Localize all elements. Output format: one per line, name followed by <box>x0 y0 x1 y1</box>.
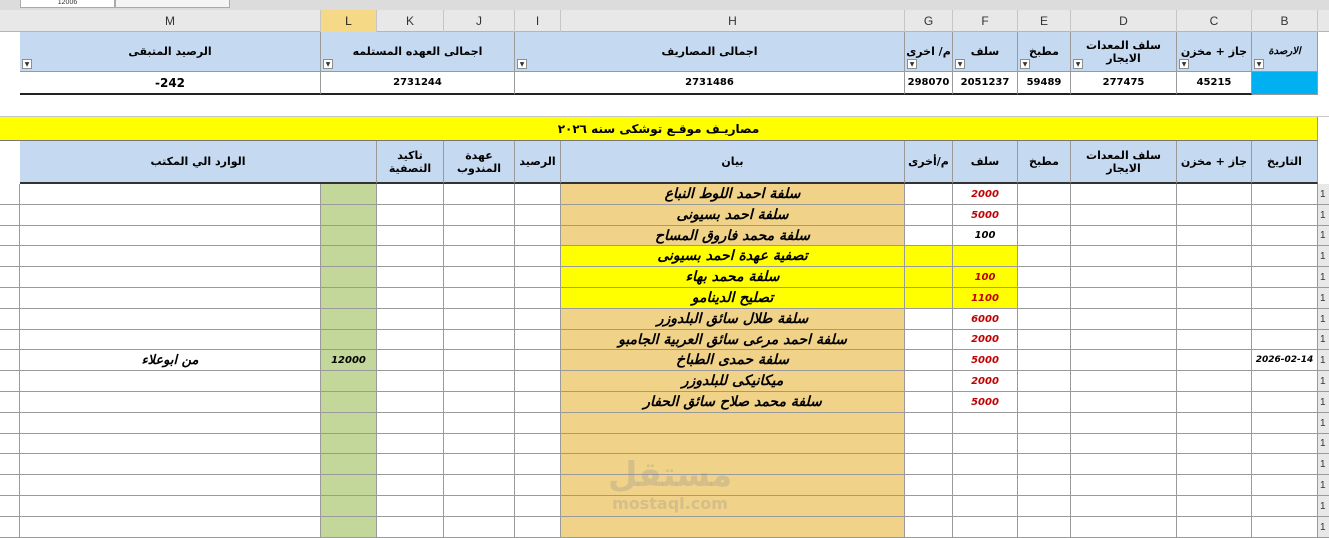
row-date-cell[interactable] <box>1252 267 1318 288</box>
column-header-m[interactable]: M <box>20 10 321 32</box>
row-incoming-cell[interactable] <box>20 454 321 475</box>
row-advance-cell[interactable] <box>953 475 1018 496</box>
row-description-cell[interactable]: ميكانيكى للبلدوزر <box>561 371 905 392</box>
row-description-cell[interactable] <box>561 413 905 434</box>
row-incoming-cell[interactable] <box>20 246 321 267</box>
row-l-cell[interactable] <box>321 413 377 434</box>
row-confirm-cell[interactable] <box>377 392 444 413</box>
row-left-gutter <box>0 350 20 371</box>
row-l-cell[interactable] <box>321 288 377 309</box>
row-fuel-cell[interactable] <box>1177 246 1252 267</box>
row-fuel-cell[interactable] <box>1177 434 1252 454</box>
filter-dropdown-icon[interactable]: ▼ <box>517 59 527 69</box>
row-l-cell[interactable] <box>321 496 377 517</box>
row-confirm-cell[interactable] <box>377 267 444 288</box>
row-description-cell[interactable] <box>561 454 905 475</box>
row-balance-cell[interactable] <box>515 434 561 454</box>
row-left-gutter <box>0 371 20 392</box>
summary-kitchen-value[interactable]: 59489 <box>1018 72 1071 95</box>
row-other-cell[interactable] <box>905 475 953 496</box>
row-custody-cell[interactable] <box>444 392 515 413</box>
row-custody-cell[interactable] <box>444 309 515 330</box>
row-custody-cell[interactable] <box>444 288 515 309</box>
row-confirm-cell[interactable] <box>377 434 444 454</box>
row-equipment-cell[interactable] <box>1071 309 1177 330</box>
row-balance-cell[interactable] <box>515 205 561 226</box>
row-other-cell[interactable] <box>905 267 953 288</box>
row-fuel-cell[interactable] <box>1177 454 1252 475</box>
row-balance-cell[interactable] <box>515 413 561 434</box>
row-equipment-cell[interactable] <box>1071 246 1177 267</box>
row-incoming-cell[interactable] <box>20 392 321 413</box>
row-confirm-cell[interactable] <box>377 330 444 350</box>
row-confirm-cell[interactable] <box>377 205 444 226</box>
row-kitchen-cell[interactable] <box>1018 309 1071 330</box>
row-equipment-cell[interactable] <box>1071 205 1177 226</box>
row-left-gutter <box>0 454 20 475</box>
row-number: 1 <box>1318 267 1329 288</box>
row-other-cell[interactable] <box>905 434 953 454</box>
row-fuel-cell[interactable] <box>1177 475 1252 496</box>
row-l-cell[interactable] <box>321 517 377 538</box>
row-kitchen-cell[interactable] <box>1018 330 1071 350</box>
row-description-cell[interactable] <box>561 475 905 496</box>
row-advance-cell[interactable]: 5000 <box>953 350 1018 371</box>
row-description-cell[interactable] <box>561 434 905 454</box>
row-description-cell[interactable]: سلفة محمد بهاء <box>561 267 905 288</box>
row-balance-cell[interactable] <box>515 517 561 538</box>
row-description-cell[interactable] <box>561 517 905 538</box>
row-l-cell[interactable] <box>321 205 377 226</box>
row-description-cell[interactable]: سلفة احمد اللوط النباع <box>561 184 905 205</box>
row-advance-cell[interactable]: 2000 <box>953 184 1018 205</box>
row-kitchen-cell[interactable] <box>1018 517 1071 538</box>
row-equipment-cell[interactable] <box>1071 350 1177 371</box>
row-number: 1 <box>1318 309 1329 330</box>
row-incoming-cell[interactable] <box>20 184 321 205</box>
row-fuel-cell[interactable] <box>1177 496 1252 517</box>
row-balance-cell[interactable] <box>515 392 561 413</box>
row-number: 1 <box>1318 205 1329 226</box>
row-custody-cell[interactable] <box>444 434 515 454</box>
row-kitchen-cell[interactable] <box>1018 434 1071 454</box>
row-date-cell[interactable] <box>1252 330 1318 350</box>
row-date-cell[interactable] <box>1252 371 1318 392</box>
row-fuel-cell[interactable] <box>1177 371 1252 392</box>
row-number: 1 <box>1318 413 1329 434</box>
row-other-cell[interactable] <box>905 226 953 246</box>
row-confirm-cell[interactable] <box>377 475 444 496</box>
row-custody-cell[interactable] <box>444 413 515 434</box>
row-l-cell[interactable] <box>321 330 377 350</box>
filter-dropdown-icon[interactable]: ▼ <box>1179 59 1189 69</box>
row-incoming-cell[interactable] <box>20 517 321 538</box>
row-confirm-cell[interactable] <box>377 454 444 475</box>
row-description-cell[interactable]: سلفة احمد مرعى سائق العربية الجامبو <box>561 330 905 350</box>
summary-remaining-value[interactable]: -242 <box>20 72 321 95</box>
row-number: 1 <box>1318 350 1329 371</box>
row-other-cell[interactable] <box>905 392 953 413</box>
row-date-cell[interactable] <box>1252 246 1318 267</box>
row-confirm-cell[interactable] <box>377 496 444 517</box>
row-description-cell[interactable]: سلفة احمد بسيونى <box>561 205 905 226</box>
row-kitchen-cell[interactable] <box>1018 392 1071 413</box>
summary-other-value[interactable]: 298070 <box>905 72 953 95</box>
summary-equipment-value[interactable]: 277475 <box>1071 72 1177 95</box>
row-equipment-cell[interactable] <box>1071 434 1177 454</box>
watermark-logo: مستقل mostaql.com <box>607 455 733 513</box>
filter-dropdown-icon[interactable]: ▼ <box>22 59 32 69</box>
row-date-cell[interactable] <box>1252 475 1318 496</box>
header-date: التاريخ <box>1252 141 1318 184</box>
row-custody-cell[interactable] <box>444 330 515 350</box>
row-left-gutter <box>0 475 20 496</box>
row-description-cell[interactable]: سلفة محمد صلاح سائق الحفار <box>561 392 905 413</box>
row-left-gutter <box>0 434 20 454</box>
row-number: 1 <box>1318 330 1329 350</box>
row-number: 1 <box>1318 475 1329 496</box>
row-advance-cell[interactable] <box>953 496 1018 517</box>
column-header-j[interactable]: J <box>444 10 515 32</box>
row-description-cell[interactable] <box>561 496 905 517</box>
row-number: 1 <box>1318 371 1329 392</box>
row-date-cell[interactable] <box>1252 392 1318 413</box>
row-l-cell[interactable] <box>321 184 377 205</box>
row-kitchen-cell[interactable] <box>1018 246 1071 267</box>
row-l-cell[interactable] <box>321 392 377 413</box>
row-confirm-cell[interactable] <box>377 371 444 392</box>
row-l-cell[interactable] <box>321 475 377 496</box>
row-confirm-cell[interactable] <box>377 413 444 434</box>
row-fuel-cell[interactable] <box>1177 392 1252 413</box>
row-equipment-cell[interactable] <box>1071 226 1177 246</box>
row-incoming-cell[interactable] <box>20 475 321 496</box>
row-left-gutter <box>0 413 20 434</box>
sheet-tab-label: 12006 <box>57 0 78 6</box>
row-left-gutter <box>0 184 20 205</box>
row-equipment-cell[interactable] <box>1071 330 1177 350</box>
row-balance-cell[interactable] <box>515 246 561 267</box>
row-other-cell[interactable] <box>905 454 953 475</box>
row-fuel-cell[interactable] <box>1177 226 1252 246</box>
row-incoming-cell[interactable] <box>20 288 321 309</box>
row-date-cell[interactable] <box>1252 205 1318 226</box>
row-advance-cell[interactable]: 100 <box>953 267 1018 288</box>
row-equipment-cell[interactable] <box>1071 517 1177 538</box>
row-kitchen-cell[interactable] <box>1018 413 1071 434</box>
sheet-tab-active[interactable] <box>20 0 115 8</box>
row-fuel-cell[interactable] <box>1177 350 1252 371</box>
row-balance-cell[interactable] <box>515 454 561 475</box>
row-equipment-cell[interactable] <box>1071 184 1177 205</box>
header-kitchen: مطبخ <box>1018 141 1071 184</box>
row-custody-cell[interactable] <box>444 205 515 226</box>
column-header-b[interactable]: B <box>1252 10 1318 32</box>
sheet-title-bar: مصاريـف موقـع توشكى سنه ٢٠٢٦ <box>0 117 1318 141</box>
row-equipment-cell[interactable] <box>1071 475 1177 496</box>
row-fuel-cell[interactable] <box>1177 309 1252 330</box>
row-number: 1 <box>1318 496 1329 517</box>
row-balance-cell[interactable] <box>515 475 561 496</box>
summary-header-remaining: الرصيد المتبقى ▼ <box>20 32 321 72</box>
row-other-cell[interactable] <box>905 330 953 350</box>
row-number: 1 <box>1318 246 1329 267</box>
row-kitchen-cell[interactable] <box>1018 184 1071 205</box>
row-date-cell[interactable]: 2026-02-14 <box>1252 350 1318 371</box>
filter-dropdown-icon[interactable]: ▼ <box>907 59 917 69</box>
row-left-gutter <box>0 309 20 330</box>
summary-expenses-value[interactable]: 2731486 <box>515 72 905 95</box>
row-other-cell[interactable] <box>905 350 953 371</box>
blank-row <box>0 95 1329 117</box>
row-l-cell[interactable]: 12000 <box>321 350 377 371</box>
row-description-cell[interactable]: تصفية عهدة احمد بسيونى <box>561 246 905 267</box>
row-fuel-cell[interactable] <box>1177 267 1252 288</box>
summary-header-other: م/ اخرى ▼ <box>905 32 953 72</box>
row-advance-cell[interactable]: 100 <box>953 226 1018 246</box>
row-confirm-cell[interactable] <box>377 288 444 309</box>
summary-header-advances: سلف ▼ <box>953 32 1018 72</box>
row-custody-cell[interactable] <box>444 517 515 538</box>
row-l-cell[interactable] <box>321 226 377 246</box>
row-incoming-cell[interactable] <box>20 413 321 434</box>
row-l-cell[interactable] <box>321 246 377 267</box>
row-date-cell[interactable] <box>1252 184 1318 205</box>
row-advance-cell[interactable] <box>953 413 1018 434</box>
filter-dropdown-icon[interactable]: ▼ <box>323 59 333 69</box>
row-left-gutter <box>0 267 20 288</box>
row-incoming-cell[interactable] <box>20 496 321 517</box>
summary-header-balances: الارصدة ▼ <box>1252 32 1318 72</box>
row-date-cell[interactable] <box>1252 454 1318 475</box>
row-custody-cell[interactable] <box>444 246 515 267</box>
row-balance-cell[interactable] <box>515 330 561 350</box>
row-equipment-cell[interactable] <box>1071 267 1177 288</box>
row-advance-cell[interactable]: 1100 <box>953 288 1018 309</box>
row-fuel-cell[interactable] <box>1177 205 1252 226</box>
row-incoming-cell[interactable] <box>20 226 321 246</box>
row-description-cell[interactable]: سلفة طلال سائق البلدوزر <box>561 309 905 330</box>
row-number: 1 <box>1318 454 1329 475</box>
header-rep-custody: عهدة المندوب <box>444 141 515 184</box>
row-number: 1 <box>1318 517 1329 538</box>
header-balance: الرصيد <box>515 141 561 184</box>
summary-header-fuel-store: جاز + مخزن ▼ <box>1177 32 1252 72</box>
row-description-cell[interactable]: تصليح الدينامو <box>561 288 905 309</box>
row-incoming-cell[interactable] <box>20 434 321 454</box>
row-other-cell[interactable] <box>905 184 953 205</box>
row-left-gutter <box>0 517 20 538</box>
row-date-cell[interactable] <box>1252 434 1318 454</box>
summary-header-equipment: سلف المعدات الايجار ▼ <box>1071 32 1177 72</box>
row-advance-cell[interactable]: 6000 <box>953 309 1018 330</box>
row-left-gutter <box>0 330 20 350</box>
row-advance-cell[interactable] <box>953 434 1018 454</box>
column-header-l[interactable]: L <box>321 10 377 32</box>
row-equipment-cell[interactable] <box>1071 496 1177 517</box>
row-other-cell[interactable] <box>905 517 953 538</box>
row-kitchen-cell[interactable] <box>1018 267 1071 288</box>
row-left-gutter <box>0 496 20 517</box>
row-custody-cell[interactable] <box>444 267 515 288</box>
row-other-cell[interactable] <box>905 205 953 226</box>
header-equipment: سلف المعدات الايجار <box>1071 141 1177 184</box>
summary-header-kitchen: مطبخ ▼ <box>1018 32 1071 72</box>
row-number: 1 <box>1318 184 1329 205</box>
column-header-f[interactable]: F <box>953 10 1018 32</box>
row-confirm-cell[interactable] <box>377 309 444 330</box>
row-left-gutter <box>0 226 20 246</box>
summary-custody-value[interactable]: 2731244 <box>321 72 515 95</box>
column-header-k[interactable]: K <box>377 10 444 32</box>
row-advance-cell[interactable]: 2000 <box>953 371 1018 392</box>
row-custody-cell[interactable] <box>444 475 515 496</box>
row-custody-cell[interactable] <box>444 371 515 392</box>
row-balance-cell[interactable] <box>515 350 561 371</box>
row-l-cell[interactable] <box>321 267 377 288</box>
row-fuel-cell[interactable] <box>1177 330 1252 350</box>
row-fuel-cell[interactable] <box>1177 288 1252 309</box>
filter-dropdown-icon[interactable]: ▼ <box>1073 59 1083 69</box>
row-left-gutter <box>0 288 20 309</box>
row-confirm-cell[interactable] <box>377 226 444 246</box>
row-date-cell[interactable] <box>1252 496 1318 517</box>
row-number: 1 <box>1318 434 1329 454</box>
row-confirm-cell[interactable] <box>377 184 444 205</box>
row-confirm-cell[interactable] <box>377 517 444 538</box>
row-incoming-cell[interactable]: من ابوعلاء <box>20 350 321 371</box>
row-custody-cell[interactable] <box>444 496 515 517</box>
row-equipment-cell[interactable] <box>1071 371 1177 392</box>
row-date-cell[interactable] <box>1252 309 1318 330</box>
row-date-cell[interactable] <box>1252 288 1318 309</box>
summary-header-custody-total: اجمالى العهده المستلمه ▼ <box>321 32 515 72</box>
row-incoming-cell[interactable] <box>20 267 321 288</box>
row-fuel-cell[interactable] <box>1177 413 1252 434</box>
filter-dropdown-icon[interactable]: ▼ <box>1020 59 1030 69</box>
row-kitchen-cell[interactable] <box>1018 226 1071 246</box>
row-balance-cell[interactable] <box>515 496 561 517</box>
row-description-cell[interactable]: سلفة محمد فاروق المساح <box>561 226 905 246</box>
row-advance-cell[interactable]: 2000 <box>953 330 1018 350</box>
row-confirm-cell[interactable] <box>377 350 444 371</box>
column-header-g[interactable]: G <box>905 10 953 32</box>
row-balance-cell[interactable] <box>515 288 561 309</box>
row-balance-cell[interactable] <box>515 309 561 330</box>
row-l-cell[interactable] <box>321 371 377 392</box>
row-equipment-cell[interactable] <box>1071 413 1177 434</box>
summary-header-expenses-total: اجمالى المصاريف ▼ <box>515 32 905 72</box>
column-header-h[interactable]: H <box>561 10 905 32</box>
row-balance-cell[interactable] <box>515 184 561 205</box>
column-header-e[interactable]: E <box>1018 10 1071 32</box>
row-kitchen-cell[interactable] <box>1018 475 1071 496</box>
row-date-cell[interactable] <box>1252 517 1318 538</box>
row-left-gutter <box>0 205 20 226</box>
row-kitchen-cell[interactable] <box>1018 350 1071 371</box>
row-l-cell[interactable] <box>321 454 377 475</box>
header-description: بيان <box>561 141 905 184</box>
row-incoming-cell[interactable] <box>20 309 321 330</box>
row-other-cell[interactable] <box>905 496 953 517</box>
row-other-cell[interactable] <box>905 309 953 330</box>
row-advance-cell[interactable]: 5000 <box>953 392 1018 413</box>
row-balance-cell[interactable] <box>515 226 561 246</box>
row-number: 1 <box>1318 226 1329 246</box>
header-advances: سلف <box>953 141 1018 184</box>
row-equipment-cell[interactable] <box>1071 288 1177 309</box>
summary-balance-cell[interactable] <box>1252 72 1318 95</box>
row-incoming-cell[interactable] <box>20 371 321 392</box>
filter-dropdown-icon[interactable]: ▼ <box>955 59 965 69</box>
row-incoming-cell[interactable] <box>20 205 321 226</box>
row-custody-cell[interactable] <box>444 226 515 246</box>
header-other: م/أخرى <box>905 141 953 184</box>
row-balance-cell[interactable] <box>515 267 561 288</box>
row-other-cell[interactable] <box>905 371 953 392</box>
row-incoming-cell[interactable] <box>20 330 321 350</box>
column-header-i[interactable]: I <box>515 10 561 32</box>
summary-fuel-value[interactable]: 45215 <box>1177 72 1252 95</box>
row-kitchen-cell[interactable] <box>1018 288 1071 309</box>
row-kitchen-cell[interactable] <box>1018 371 1071 392</box>
row-date-cell[interactable] <box>1252 413 1318 434</box>
column-header-c[interactable]: C <box>1177 10 1252 32</box>
row-kitchen-cell[interactable] <box>1018 205 1071 226</box>
column-header-d[interactable]: D <box>1071 10 1177 32</box>
header-incoming-office: الوارد الي المكتب <box>20 141 377 184</box>
row-equipment-cell[interactable] <box>1071 454 1177 475</box>
row-number: 1 <box>1318 392 1329 413</box>
header-fuel-store: جاز + مخزن <box>1177 141 1252 184</box>
row-kitchen-cell[interactable] <box>1018 496 1071 517</box>
row-fuel-cell[interactable] <box>1177 184 1252 205</box>
row-fuel-cell[interactable] <box>1177 517 1252 538</box>
row-date-cell[interactable] <box>1252 226 1318 246</box>
row-custody-cell[interactable] <box>444 350 515 371</box>
row-advance-cell[interactable] <box>953 517 1018 538</box>
row-left-gutter <box>0 392 20 413</box>
row-other-cell[interactable] <box>905 413 953 434</box>
row-left-gutter <box>0 246 20 267</box>
row-confirm-cell[interactable] <box>377 246 444 267</box>
row-balance-cell[interactable] <box>515 371 561 392</box>
header-settlement-confirm: تاكيد التصفية <box>377 141 444 184</box>
row-l-cell[interactable] <box>321 434 377 454</box>
row-advance-cell[interactable] <box>953 454 1018 475</box>
row-kitchen-cell[interactable] <box>1018 454 1071 475</box>
row-advance-cell[interactable]: 5000 <box>953 205 1018 226</box>
row-other-cell[interactable] <box>905 288 953 309</box>
row-number: 1 <box>1318 288 1329 309</box>
row-other-cell[interactable] <box>905 246 953 267</box>
row-custody-cell[interactable] <box>444 184 515 205</box>
row-l-cell[interactable] <box>321 309 377 330</box>
row-equipment-cell[interactable] <box>1071 392 1177 413</box>
row-advance-cell[interactable] <box>953 246 1018 267</box>
summary-advances-value[interactable]: 2051237 <box>953 72 1018 95</box>
row-description-cell[interactable]: سلفة حمدى الطباخ <box>561 350 905 371</box>
row-custody-cell[interactable] <box>444 454 515 475</box>
filter-dropdown-icon[interactable]: ▼ <box>1254 59 1264 69</box>
sheet-tab[interactable] <box>115 0 230 8</box>
